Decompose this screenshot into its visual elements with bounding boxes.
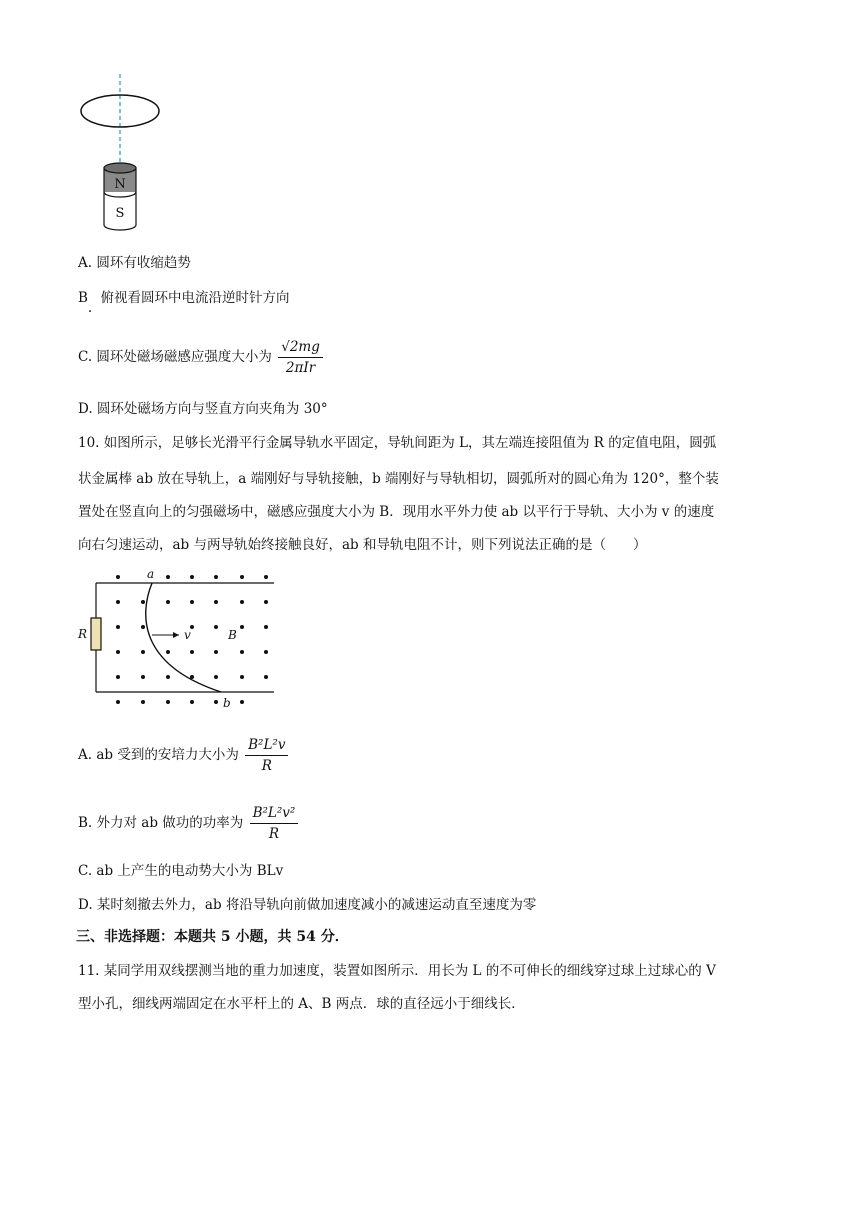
q10-stem-line-4: 向右匀速运动，ab 与两导轨始终接触良好，ab 和导轨电阻不计，则下列说法正确的是（ ） (78, 537, 647, 553)
denominator: R (268, 826, 280, 842)
q10-option-c: C. ab 上产生的电动势大小为 BLv (78, 863, 284, 879)
denominator: R (261, 758, 272, 774)
q10-option-a (78, 735, 288, 776)
label-b: b (223, 696, 231, 710)
option-text: C. 圆环处磁场磁感应强度大小为 (78, 349, 272, 365)
q9-option-d: D. 圆环处磁场方向与竖直方向夹角为 30° (78, 401, 328, 417)
q10-stem-line-2: 状金属棒 ab 放在导轨上，a 端刚好与导轨接触，b 端刚好与导轨相切，圆弧所对的圆心角为 120°，整个装 (78, 471, 719, 487)
q9-option-c (78, 337, 323, 378)
option-text: B. 外力对 ab 做功的功率为 (78, 815, 244, 831)
south-label: S (115, 206, 125, 221)
fraction (250, 803, 299, 844)
denominator: 2πIr (285, 360, 316, 376)
numerator: √2mg (278, 337, 323, 358)
fraction (245, 735, 288, 776)
q9-option-b (78, 288, 290, 316)
q11-stem-line-2: 型小孔，细线两端固定在水平杆上的 A、B 两点．球的直径远小于细线长． (78, 996, 525, 1012)
q10-stem-line-1: 10. 如图所示，足够长光滑平行金属导轨水平固定，导轨间距为 L，其左端连接阻值为 R 的定值电阻，圆弧 (78, 435, 717, 451)
resistor-label: R (78, 627, 88, 641)
section-heading: 三、非选择题：本题共 5 小题，共 54 分． (76, 929, 349, 945)
field-label: B (228, 628, 237, 642)
option-dot: . (87, 300, 93, 316)
fraction (278, 337, 323, 378)
q10-option-b (78, 803, 298, 844)
option-text: 俯视看圆环中电流沿逆时针方向 (100, 290, 290, 306)
option-letter: B (78, 290, 88, 306)
resistor (91, 618, 101, 650)
q10-option-d: D. 某时刻撤去外力，ab 将沿导轨向前做加速度减小的减速运动直至速度为零 (78, 897, 537, 913)
north-label: N (114, 177, 126, 192)
label-a: a (147, 567, 155, 581)
numerator: B²L²v (245, 735, 288, 756)
option-text: A. ab 受到的安培力大小为 (78, 747, 239, 763)
q11-stem-line-1: 11. 某同学用双线摆测当地的重力加速度，装置如图所示．用长为 L 的不可伸长的细线穿过球上过球心的 V (78, 963, 716, 979)
q9-option-a: A. 圆环有收缩趋势 (78, 255, 191, 271)
rails-figure (76, 566, 280, 714)
ring-magnet-figure (70, 70, 180, 240)
numerator: B²L²v² (250, 803, 299, 824)
q10-stem-line-3: 置处在竖直向上的匀强磁场中，磁感应强度大小为 B．现用水平外力使 ab 以平行于导轨、大小为 v 的速度 (78, 504, 715, 520)
magnetic-field-dots (116, 575, 268, 704)
velocity-label: v (184, 628, 191, 642)
